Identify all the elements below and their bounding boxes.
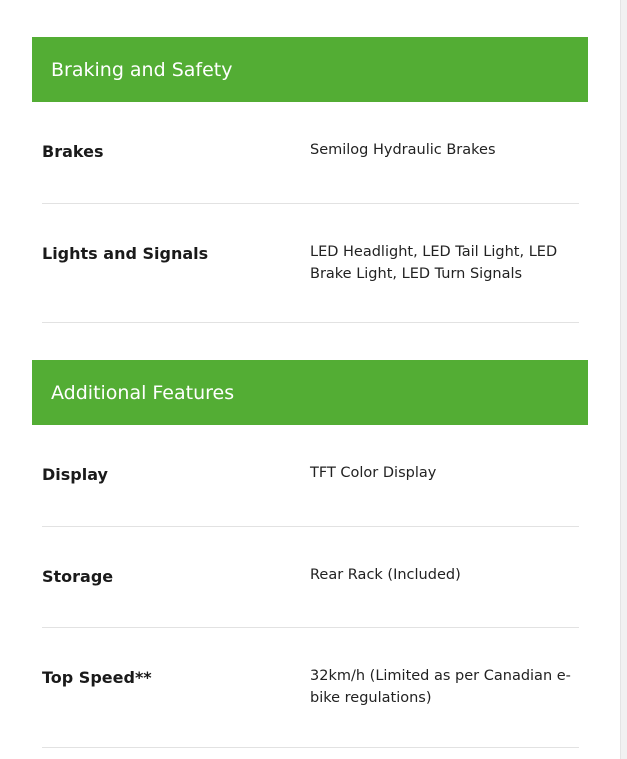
spec-label: Storage <box>42 567 114 586</box>
spec-label: Brakes <box>42 142 104 161</box>
section-header-braking-safety <box>32 37 588 102</box>
spec-label: Top Speed** <box>42 668 152 687</box>
spec-value: Semilog Hydraulic Brakes <box>310 142 496 158</box>
spec-value: Rear Rack (Included) <box>310 567 461 583</box>
scrollbar-track[interactable] <box>620 0 627 759</box>
spec-row-brakes <box>42 102 579 204</box>
spec-row-storage <box>42 527 579 628</box>
spec-label: Display <box>42 465 108 484</box>
spec-row-top-speed <box>42 628 579 748</box>
section-title: Additional Features <box>51 381 235 404</box>
spec-row-display <box>42 425 579 527</box>
section-title: Braking and Safety <box>51 58 233 81</box>
spec-value: TFT Color Display <box>310 465 437 481</box>
spec-label: Lights and Signals <box>42 244 209 263</box>
spec-value: LED Headlight, LED Tail Light, LED Brake Light, LED Turn Signals <box>310 244 558 282</box>
spec-value: 32km/h (Limited as per Canadian e-bike regulations) <box>310 668 571 706</box>
spec-row-lights-signals <box>42 204 579 323</box>
section-header-additional-features <box>32 360 588 425</box>
